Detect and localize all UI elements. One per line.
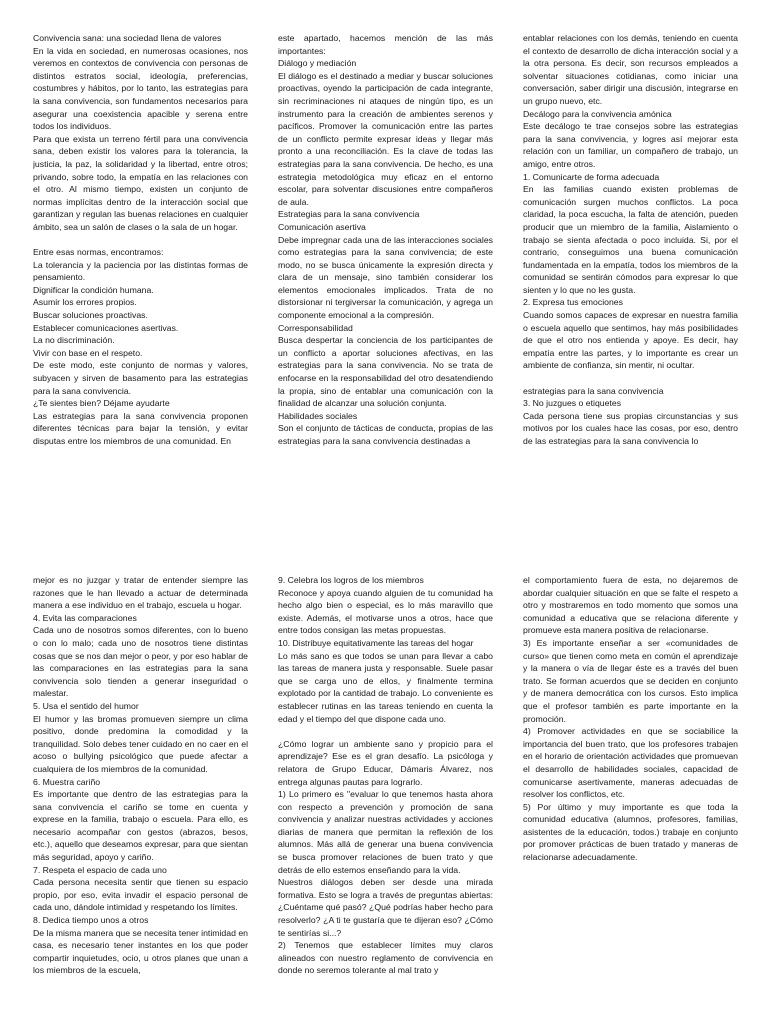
paragraph: 4. Evita las comparaciones — [33, 612, 137, 623]
paragraph: 1) Lo primero es "evaluar lo que tenemos hasta ahora con respecto a prevención y promoción de sana convivencia y analizar nuestras actividades y acciones diarias de manera que permitan la reflexión de los alumnos. Más allá de generar una buena convivencia se busca promover relaciones de buen trato y que detrás de ello estemos enseñando para la vida. — [278, 789, 493, 875]
paragraph: Son el conjunto de tácticas de conducta, propias de las estrategias para la sana convivencia destinadas a — [278, 423, 493, 446]
paragraph: Este decálogo te trae consejos sobre las estrategias para la sana convivencia, y logres así mejorar esta relación con un familiar, un compañero de trabajo, un amigo, entre otros. — [523, 121, 738, 169]
paragraph: De la misma manera que se necesita tener intimidad en casa, es necesario tener instantes en los que poder compartir inquietudes, ocio, u otros planes que unan a los miembros de la escuela, — [33, 927, 248, 976]
paragraph: Comunicación asertiva — [278, 221, 366, 232]
paragraph: Asumir los errores propios. — [33, 297, 137, 308]
paragraph: Buscar soluciones proactivas. — [33, 310, 148, 321]
top-column-1 — [33, 32, 248, 514]
paragraph: 7. Respeta el espacio de cada uno — [33, 864, 167, 875]
paragraph: Decálogo para la convivencia amónica — [523, 108, 672, 119]
paragraph: Las estrategias para la sana convivencia proponen diferentes técnicas para bajar la tensión, y evitar disputas entre los miembros de una comunidad. En — [33, 410, 248, 446]
paragraph: ¿Te sientes bien? Déjame ayudarte — [33, 398, 170, 409]
paragraph: Busca despertar la conciencia de los participantes de un conflicto a aportar soluciones afectivas, en las estrategias para la sana convivencia. No se trata de enfocarse en la responsabilidad del otro desatendiendo la propia, sino de entablar una comunicación con la finalidad de alcanzar una solución conjunta. — [278, 335, 493, 409]
paragraph: Nuestros diálogos deben ser desde una mirada formativa. Esto se logra a través de preguntas abiertas: ¿Cuéntame qué pasó? ¿Qué podrías haber hecho para resolverlo? ¿A ti te gustaría que te dijeran eso? ¿Cómo te sentirías si...? — [278, 877, 493, 938]
paragraph: 3. No juzgues o etiquetes — [523, 398, 622, 409]
paragraph: La no discriminación. — [33, 335, 115, 346]
paragraph: Es importante que dentro de las estrategias para la sana convivencia el cariño se tome en cuenta y exprese en la familia, trabajo o escuela. Para ello, es necesario acompañar con gestos (abrazos, besos, etc.), aquello que deseamos expresar, para que sientan más seguridad, apoyo y cariño. — [33, 789, 248, 863]
paragraph: La tolerancia y la paciencia por las distintas formas de pensamiento. — [33, 259, 248, 283]
paragraph: 9. Celebra los logros de los miembros — [278, 575, 424, 585]
paragraph: El humor y las bromas promueven siempre un clima positivo, donde predomina la comodidad y la tranquilidad. Solo debes tener cuidado en no caer en el acoso o bullying psicológico que puede afectar a cualquiera de los miembros de la comunidad. — [33, 713, 248, 774]
paragraph: 6. Muestra cariño — [33, 776, 101, 787]
paragraph: 1. Comunicarte de forma adecuada — [523, 171, 660, 182]
bottom-column-3 — [523, 574, 738, 1024]
bottom-column-1 — [33, 574, 248, 1024]
paragraph: estrategias para la sana convivencia — [523, 385, 664, 396]
paragraph: Entre esas normas, encontramos: — [33, 247, 164, 258]
paragraph: 4) Promover actividades en que se sociabilice la importancia del buen trato, que los profesores trabajen en el horario de orientación actividades que promuevan el desarrollo de habilidades sociales, capacidad de comunicarse asertivamente, maneras adecuadas de resolver los conflictos, etc. — [523, 726, 738, 800]
paragraph: ¿Cómo lograr un ambiente sano y propicio para el aprendizaje? Ese es el gran desafío. La psicóloga y relatora de Grupo Educar, Dámaris Álvarez, nos entrega algunas pautas para lograrlo. — [278, 738, 493, 787]
paragraph: Para que exista un terreno fértil para una convivencia sana, deben existir los valores para la tolerancia, la justicia, la paz, la solidaridad y la libertad, entre otros; privando, sobre todo, la empatía en las relaciones con el otro. Al mismo tiempo, existen un conjunto de normas implícitas dentro de la interacción social que garantizan y regulan las buenas relaciones en cualquier ámbito, sea un salón de clases o la sala de un hogar. — [33, 133, 248, 232]
paragraph — [278, 725, 493, 738]
paragraph: Cada persona necesita sentir que tienen su espacio propio, por eso, evita invadir el espacio personal de cada uno, dándole intimidad y respetando los límites. — [33, 877, 248, 913]
paragraph: Convivencia sana: una sociedad llena de valores — [33, 33, 222, 43]
paragraph — [523, 372, 738, 385]
paragraph: En las familias cuando existen problemas de comunicación surgen muchos conflictos. La poca claridad, la poca escucha, la falta de atención, pueden producir que un miembro de la familia, Aislamiento o trabajo se sienta afectada o poco incluida. Si, por el contrario, conseguimos una buena comunicación fundamentada en la empatía, todos los miembros de la comunidad se sentirán cómodos para expresar lo que sienten y lo que no les gusta. — [523, 184, 738, 295]
paragraph: entablar relaciones con los demás, teniendo en cuenta el contexto de desarrollo de dicha interacción social y a la otra persona. Es decir, son recursos empleados a solventar situaciones cotidianas, como iniciar una conversación, saber dirigir una discusión, integrarse en un grupo nuevo, etc. — [523, 33, 738, 106]
paragraph: Corresponsabilidad — [278, 322, 353, 333]
paragraph: Debe impregnar cada una de las interacciones sociales como estrategias para la sana convivencia; de este modo, no se busca únicamente la expresión directa y clara de un mensaje, sino también considerar los elementos emocionales implicados. Trata de no distorsionar ni tergiversar la comunicación, y agrega un componente emocional a la compresión. — [278, 234, 493, 321]
paragraph: Lo más sano es que todos se unan para llevar a cabo las tareas de manera justa y responsable. Suele pasar que se carga uno de ellos, y finalmente termina explotado por la cantidad de trabajo. Lo conveniente es establecer rutinas en las tareas teniendo en cuenta la edad y el tiempo del que dispone cada uno. — [278, 650, 493, 724]
paragraph: Diálogo y mediación — [278, 58, 357, 69]
paragraph: Dignificar la condición humana. — [33, 284, 154, 295]
bottom-column-2 — [278, 574, 493, 1024]
paragraph: este apartado, hacemos mención de las más importantes: — [278, 33, 493, 56]
paragraph: 10. Distribuye equitativamente las tareas del hogar — [278, 637, 474, 648]
paragraph: Cuando somos capaces de expresar en nuestra familia o escuela aquello que sentimos, hay más posibilidades de que el otro nos entienda y apoye. Es decir, hay empatía entre las partes, y lo importante es crear un ambiente de confianza, sin mentir, ni ocultar. — [523, 310, 738, 371]
paragraph — [33, 234, 248, 247]
paragraph: Estrategias para la sana convivencia — [278, 209, 420, 220]
paragraph: 8. Dedica tiempo unos a otros — [33, 915, 149, 926]
paragraph: Vivir con base en el respeto. — [33, 347, 143, 358]
paragraph: 5) Por último y muy importante es que toda la comunidad educativa (alumnos, profesores, familias, asistentes de la educación, todos.) trabaje en conjunto por promover prácticas de buen tratado y maneras de relacionarse adecuadamente. — [523, 801, 738, 863]
paragraph: 2) Tenemos que establecer límites muy claros alineados con nuestro reglamento de convivencia en donde no seremos tolerante al mal trato y — [278, 940, 493, 976]
paragraph: En la vida en sociedad, en numerosas ocasiones, nos veremos en contextos de convivencia con personas de distintos estratos social, ideología, preferencias, costumbres y hábitos, por lo tanto, las estrategias para la sana convivencia, son fundamentos necesarios para asegurar una coexistencia apacible y serena entre todos los individuos. — [33, 45, 248, 132]
top-column-2 — [278, 32, 493, 514]
paragraph: El diálogo es el destinado a mediar y buscar soluciones proactivas, oyendo la participación de cada integrante, sin recriminaciones ni ataques de ningún tipo, es un instrumento para la creación de ambientes serenos y pacíficos. Promover la comunicación entre las partes de un conflicto permite expresar ideas y llegar más pronto a una reconciliación. Es la clave de todas las estrategias para la sana convivencia. De hecho, es una estrategia metodológica muy eficaz en el entorno escolar, para solventar discusiones entre compañeros de aula. — [278, 70, 493, 207]
paragraph: Habilidades sociales — [278, 410, 358, 421]
paragraph: Cada uno de nosotros somos diferentes, con lo bueno o con lo malo; cada uno de nosotros tiene distintas cosas que se nos dan mejor o peor, y por eso hablar de las comparaciones en las estrategias para la sana convivencia solo tienden a generar inseguridad o malestar. — [33, 625, 248, 699]
paragraph: mejor es no juzgar y tratar de entender siempre las razones que le han llevado a actuar de determinada manera a ese individuo en el trabajo, escuela u hogar. — [33, 575, 248, 611]
paragraph: De este modo, este conjunto de normas y valores, subyacen y sirven de basamento para las estrategias para la sana convivencia. — [33, 360, 248, 396]
paragraph: Reconoce y apoya cuando alguien de tu comunidad ha hecho algo bien o especial, es lo más maravillo que existe. Además, el motivarse unos a otros, hace que entre todos consigan las metas propuestas. — [278, 587, 493, 636]
paragraph: Cada persona tiene sus propias circunstancias y sus motivos por los cuales hace las cosas, por eso, dentro de las estrategias para la sana convivencia lo — [523, 410, 738, 446]
paragraph: 3) Es importante enseñar a ser «comunidades de curso» que tienen como meta en común el aprendizaje y la manera o vía de llegar éste es a través del buen trato. Se forman acuerdos que se deciden en conjunto y de manera democrática con los cursos. Esto implica que el profesor también es parte importante en la promoción. — [523, 637, 738, 724]
paragraph: el comportamiento fuera de esta, no dejaremos de abordar cualquier situación en que se falte el respeto a otro y mostraremos en todo momento que somos una comunidad a educativa que se relaciona diferente y promueve esta manera positiva de relacionarse. — [523, 575, 738, 636]
top-column-3 — [523, 32, 738, 514]
paragraph: 5. Usa el sentido del humor — [33, 700, 139, 711]
paragraph: 2. Expresa tus emociones — [523, 297, 623, 308]
paragraph: Establecer comunicaciones asertivas. — [33, 322, 179, 333]
